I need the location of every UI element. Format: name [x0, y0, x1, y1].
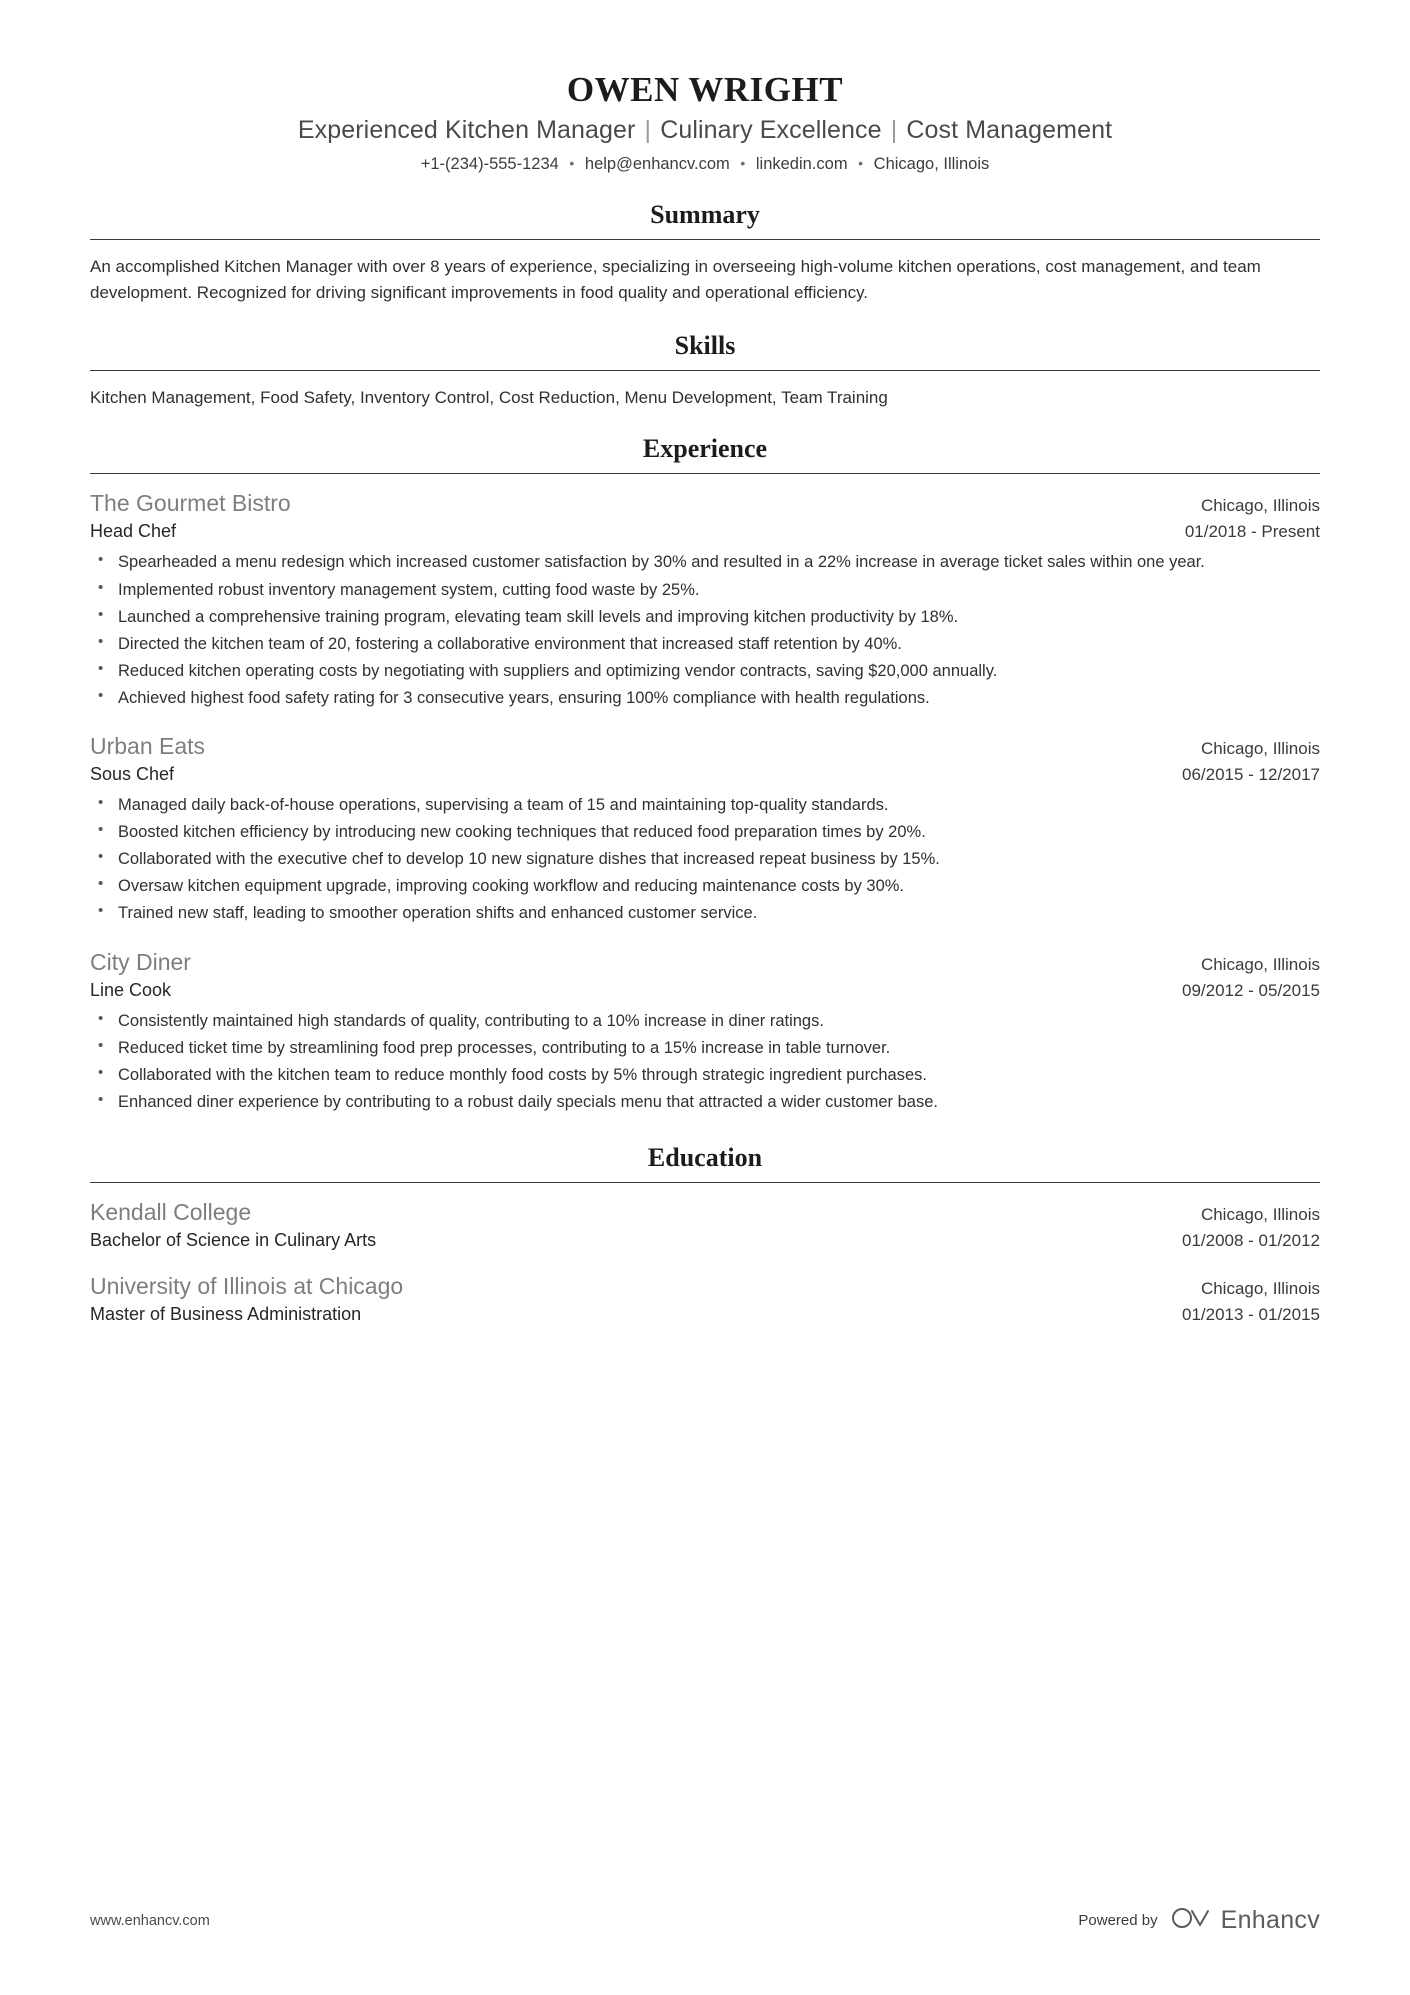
education-dates: 01/2013 - 01/2015 — [1181, 1305, 1320, 1325]
contact-line — [90, 155, 1320, 174]
education-degree: Master of Business Administration — [90, 1304, 362, 1325]
experience-role: Line Cook — [90, 979, 172, 1000]
experience-role: Sous Chef — [90, 763, 175, 784]
experience-entry — [90, 947, 1320, 1116]
powered-by-label: Powered by — [1078, 1912, 1158, 1929]
experience-entry-subheader — [90, 978, 1320, 1003]
education-entry-subheader — [90, 1302, 1320, 1327]
headline-part-2: Culinary Excellence — [660, 116, 882, 144]
list-item: • Launched a comprehensive training program, elevating team skill levels and improving kitchen productivity by 18%. — [90, 605, 1320, 630]
section-title-skills: Skills — [674, 330, 736, 360]
education-entry — [90, 1271, 1320, 1327]
experience-location: Chicago, Illinois — [1200, 496, 1320, 516]
section-title-experience: Experience — [642, 434, 768, 464]
spacer — [90, 933, 1320, 947]
experience-entry-header — [90, 488, 1320, 519]
spacer — [90, 1259, 1320, 1271]
contact-separator-icon: • — [569, 155, 575, 171]
experience-entry — [90, 731, 1320, 927]
experience-dates: 01/2018 - Present — [1184, 522, 1320, 542]
experience-dates: 06/2015 - 12/2017 — [1181, 764, 1320, 784]
headline-divider-1: | — [644, 116, 652, 144]
contact-separator-icon: • — [858, 155, 864, 171]
section-rule — [90, 473, 1320, 474]
education-dates: 01/2008 - 01/2012 — [1181, 1231, 1320, 1251]
enhancv-brand — [1170, 1904, 1320, 1937]
headline-part-3: Cost Management — [906, 116, 1113, 144]
experience-location: Chicago, Illinois — [1200, 954, 1320, 974]
list-item: • Trained new staff, leading to smoother operation shifts and enhanced customer service. — [90, 901, 1320, 926]
experience-entry — [90, 488, 1320, 711]
skills-list: Kitchen Management, Food Safety, Inventory Control, Cost Reduction, Menu Development, Team Training — [90, 387, 888, 407]
list-item: • Enhanced diner experience by contributing to a robust daily specials menu that attracted a wider customer base. — [90, 1090, 1320, 1115]
experience-bullets — [90, 793, 1320, 926]
experience-entry-subheader — [90, 762, 1320, 787]
list-item: • Directed the kitchen team of 20, fostering a collaborative environment that increased staff retention by 40%. — [90, 632, 1320, 657]
education-degree: Bachelor of Science in Culinary Arts — [90, 1230, 377, 1251]
list-item: • Spearheaded a menu redesign which increased customer satisfaction by 30% and resulted in a 22% increase in average ticket sales within one year. — [90, 550, 1320, 575]
experience-entry-header — [90, 731, 1320, 762]
headline-divider-2: | — [890, 116, 898, 144]
section-experience — [90, 434, 1320, 1115]
education-entry-header — [90, 1271, 1320, 1302]
candidate-headline — [90, 116, 1320, 145]
list-item: • Achieved highest food safety rating for 3 consecutive years, ensuring 100% compliance with health regulations. — [90, 686, 1320, 711]
experience-dates: 09/2012 - 05/2015 — [1181, 980, 1320, 1000]
experience-company: The Gourmet Bistro — [90, 490, 291, 517]
list-item: • Reduced ticket time by streamlining food prep processes, contributing to a 15% increase in table turnover. — [90, 1036, 1320, 1061]
list-item: • Collaborated with the executive chef to develop 10 new signature dishes that increased repeat business by 15%. — [90, 847, 1320, 872]
list-item: • Managed daily back-of-house operations, supervising a team of 15 and maintaining top-quality standards. — [90, 793, 1320, 818]
page-footer — [90, 1904, 1320, 1937]
candidate-name: OWEN WRIGHT — [566, 70, 844, 109]
footer-branding — [1078, 1904, 1320, 1937]
list-item: • Reduced kitchen operating costs by negotiating with suppliers and optimizing vendor contracts, saving $20,000 annually. — [90, 659, 1320, 684]
section-rule — [90, 239, 1320, 240]
contact-separator-icon: • — [740, 155, 746, 171]
contact-location: Chicago, Illinois — [873, 155, 990, 173]
list-item: • Implemented robust inventory management system, cutting food waste by 25%. — [90, 578, 1320, 603]
list-item: • Collaborated with the kitchen team to reduce monthly food costs by 5% through strategic ingredient purchases. — [90, 1063, 1320, 1088]
education-entry-subheader — [90, 1228, 1320, 1253]
contact-website[interactable]: linkedin.com — [755, 155, 848, 173]
section-skills — [90, 331, 1320, 411]
contact-phone: +1-(234)-555-1234 — [420, 155, 559, 173]
enhancv-logo-icon — [1170, 1904, 1212, 1937]
experience-location: Chicago, Illinois — [1200, 738, 1320, 758]
resume-header — [90, 70, 1320, 174]
experience-company: City Diner — [90, 948, 191, 975]
list-item: • Boosted kitchen efficiency by introducing new cooking techniques that reduced food preparation times by 20%. — [90, 820, 1320, 845]
experience-company: Urban Eats — [90, 732, 206, 759]
section-title-education: Education — [647, 1143, 763, 1173]
education-location: Chicago, Illinois — [1200, 1205, 1320, 1225]
experience-entry-subheader — [90, 519, 1320, 544]
footer-url[interactable]: www.enhancv.com — [90, 1912, 210, 1929]
section-rule — [90, 1182, 1320, 1183]
enhancv-wordmark: Enhancv — [1220, 1906, 1320, 1934]
section-title-summary: Summary — [650, 200, 760, 229]
section-rule — [90, 370, 1320, 371]
education-school: Kendall College — [90, 1199, 252, 1226]
headline-part-1: Experienced Kitchen Manager — [297, 116, 636, 144]
section-education — [90, 1143, 1320, 1327]
experience-bullets — [90, 1009, 1320, 1115]
experience-role: Head Chef — [90, 521, 177, 542]
education-location: Chicago, Illinois — [1200, 1279, 1320, 1299]
section-summary — [90, 200, 1320, 307]
list-item: • Oversaw kitchen equipment upgrade, improving cooking workflow and reducing maintenance costs by 30%. — [90, 874, 1320, 899]
education-entry-header — [90, 1197, 1320, 1228]
contact-email[interactable]: help@enhancv.com — [584, 155, 730, 173]
summary-text: An accomplished Kitchen Manager with over 8 years of experience, specializing in overseeing high-volume kitchen operations, cost management, and team development. Recognized for driving significant improvements in food quality and operational efficiency. — [90, 257, 1261, 303]
experience-bullets — [90, 550, 1320, 710]
experience-entry-header — [90, 947, 1320, 978]
education-school: University of Illinois at Chicago — [90, 1273, 404, 1300]
spacer — [90, 717, 1320, 731]
education-entry — [90, 1197, 1320, 1253]
list-item: • Consistently maintained high standards of quality, contributing to a 10% increase in diner ratings. — [90, 1009, 1320, 1034]
